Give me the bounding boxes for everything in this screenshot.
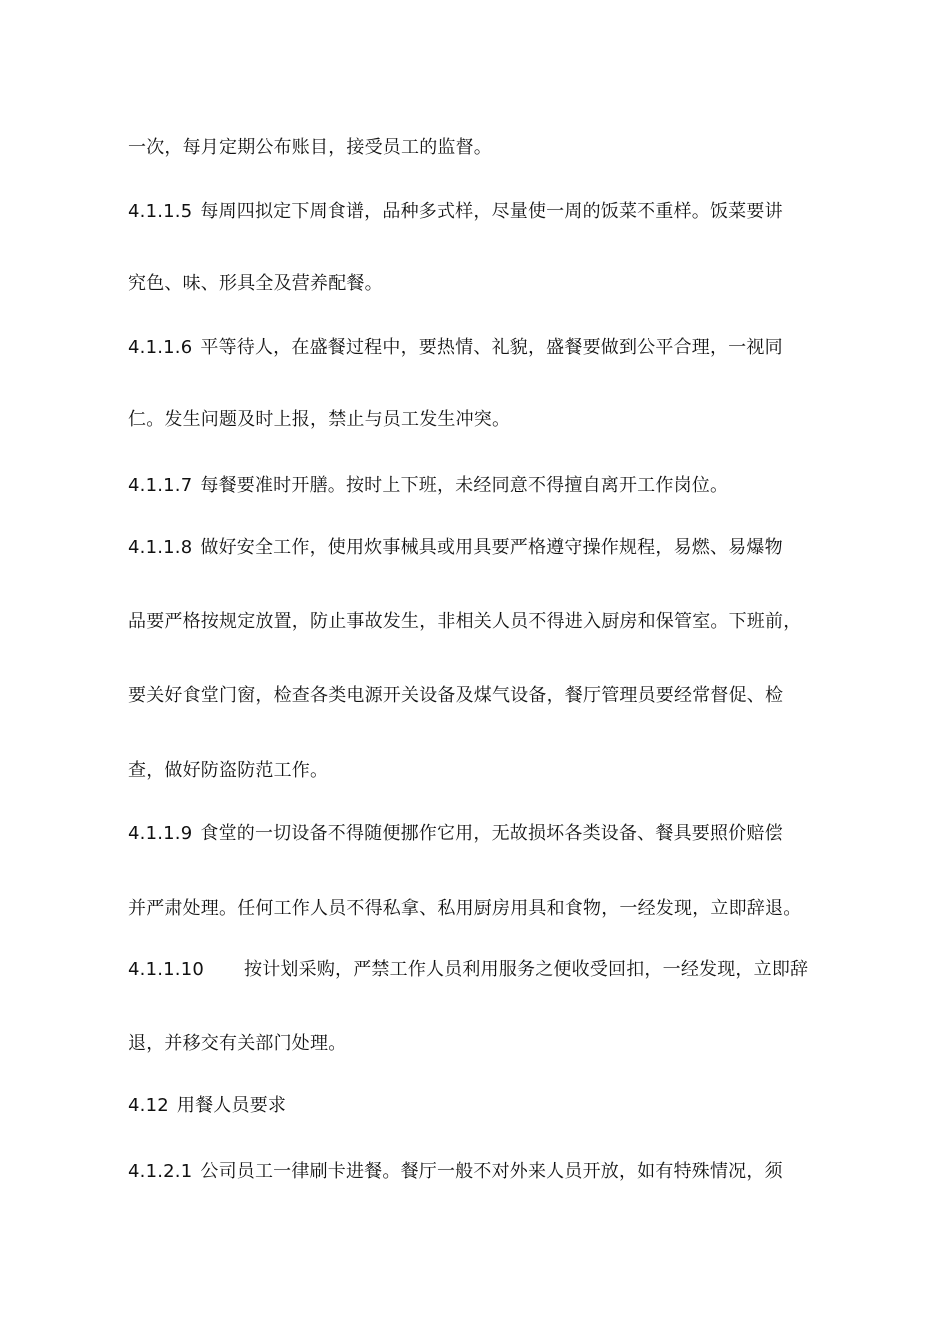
clause-number: 4.1.1.9 bbox=[128, 823, 193, 844]
clause-number: 4.1.1.5 bbox=[128, 201, 193, 222]
text-line-1 bbox=[128, 136, 828, 160]
text-line-11 bbox=[128, 822, 828, 846]
section-heading bbox=[128, 1094, 828, 1118]
section-title: 用餐人员要求 bbox=[176, 1095, 287, 1116]
line-text: 并严肃处理。任何工作人员不得私拿、私用厨房用具和食物，一经发现，立即辞退。 bbox=[128, 898, 802, 919]
text-line-12 bbox=[128, 897, 828, 921]
text-line-9 bbox=[128, 684, 828, 708]
line-text: 公司员工一律刷卡进餐。餐厅一般不对外来人员开放，如有特殊情况，须 bbox=[200, 1161, 783, 1182]
text-line-5 bbox=[128, 408, 828, 432]
line-text: 退，并移交有关部门处理。 bbox=[128, 1033, 347, 1054]
line-text: 仁。发生问题及时上报，禁止与员工发生冲突。 bbox=[128, 409, 511, 430]
line-text: 食堂的一切设备不得随便挪作它用，无故损坏各类设备、餐具要照价赔偿 bbox=[200, 823, 783, 844]
text-line-4 bbox=[128, 336, 828, 360]
line-text: 平等待人，在盛餐过程中，要热情、礼貌，盛餐要做到公平合理，一视同 bbox=[200, 337, 783, 358]
clause-number: 4.1.1.6 bbox=[128, 337, 193, 358]
section-number: 4.12 bbox=[128, 1095, 169, 1116]
line-text: 做好安全工作，使用炊事械具或用具要严格遵守操作规程，易燃、易爆物 bbox=[200, 537, 783, 558]
clause-number: 4.1.2.1 bbox=[128, 1161, 193, 1182]
text-line-10 bbox=[128, 759, 828, 783]
text-line-13 bbox=[128, 958, 828, 982]
text-line-2 bbox=[128, 200, 828, 224]
text-line-3 bbox=[128, 272, 828, 296]
line-text: 究色、味、形具全及营养配餐。 bbox=[128, 273, 383, 294]
clause-number: 4.1.1.7 bbox=[128, 475, 193, 496]
line-text: 按计划采购，严禁工作人员利用服务之便收受回扣，一经发现，立即辞 bbox=[244, 959, 809, 980]
line-text: 每周四拟定下周食谱，品种多式样，尽量使一周的饭菜不重样。饭菜要讲 bbox=[200, 201, 783, 222]
line-text: 品要严格按规定放置，防止事故发生，非相关人员不得进入厨房和保管室。下班前， bbox=[128, 611, 802, 632]
line-text: 每餐要准时开膳。按时上下班，未经同意不得擅自离开工作岗位。 bbox=[200, 475, 729, 496]
text-line-8 bbox=[128, 610, 828, 634]
line-text: 要关好食堂门窗，检查各类电源开关设备及煤气设备，餐厅管理员要经常督促、检 bbox=[128, 685, 784, 706]
text-line-16 bbox=[128, 1160, 828, 1184]
text-line-7 bbox=[128, 536, 828, 560]
clause-number: 4.1.1.10 bbox=[128, 959, 205, 980]
text-line-14 bbox=[128, 1032, 828, 1056]
line-text: 查，做好防盗防范工作。 bbox=[128, 760, 329, 781]
clause-number: 4.1.1.8 bbox=[128, 537, 193, 558]
line-text: 一次，每月定期公布账目，接受员工的监督。 bbox=[128, 137, 492, 158]
text-line-6 bbox=[128, 474, 828, 498]
